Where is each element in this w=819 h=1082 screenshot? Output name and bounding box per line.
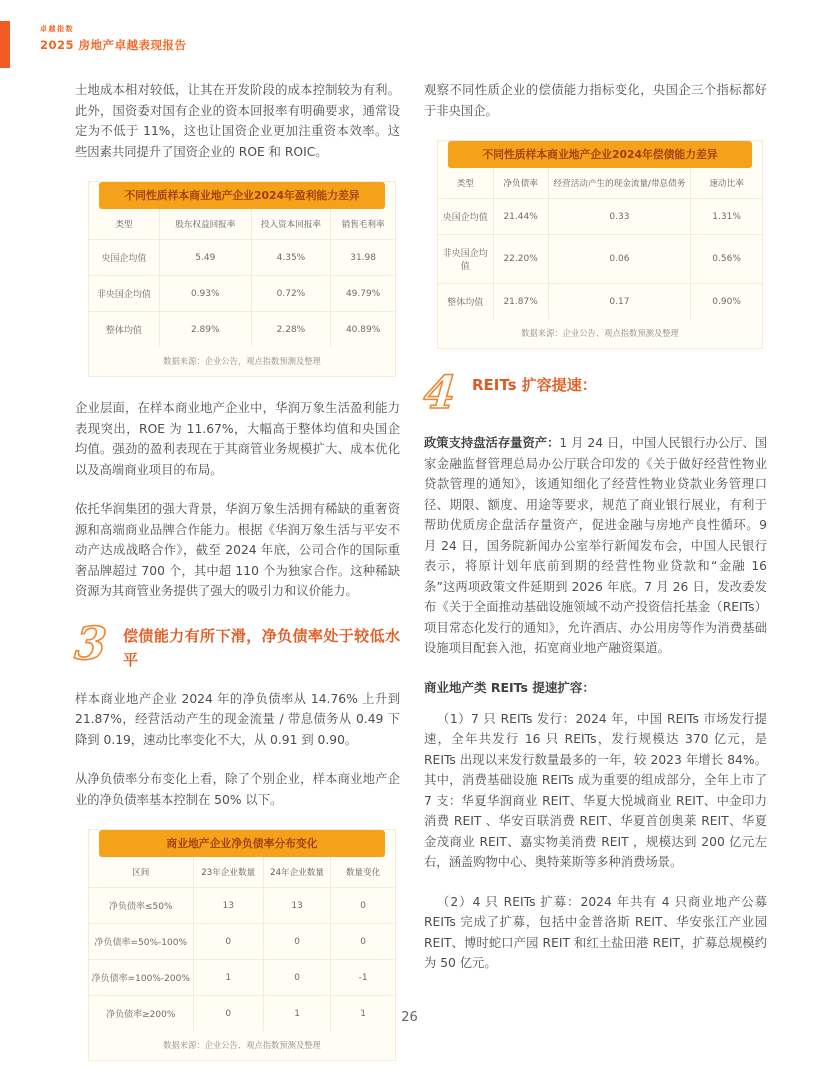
cell: 0.17	[548, 284, 691, 320]
col-header: 净负债率	[493, 168, 548, 199]
cell: 1	[331, 996, 395, 1032]
cell: 21.44%	[493, 199, 548, 235]
table-header-row	[438, 168, 762, 199]
col-header: 股东权益回报率	[159, 209, 251, 240]
cell: 央国企均值	[438, 199, 493, 235]
cell: 0	[193, 924, 263, 960]
col-header: 24年企业数量	[263, 857, 330, 888]
col-header: 数量变化	[331, 857, 395, 888]
table-row	[89, 276, 395, 312]
page-content	[72, 80, 767, 1082]
cell: 2.89%	[159, 312, 251, 348]
table-header-row	[89, 209, 395, 240]
table-title: 商业地产企业净负债率分布变化	[99, 830, 385, 857]
col-header: 速动比率	[691, 168, 762, 199]
cell: 净负债率≤50%	[89, 888, 193, 924]
table-row	[89, 888, 395, 924]
cell: 0	[193, 996, 263, 1032]
cell: 整体均值	[89, 312, 159, 348]
table-row	[438, 284, 762, 320]
brand-small-text: 卓越指数	[40, 25, 74, 33]
cell: 31.98	[331, 240, 395, 276]
brand-logo	[40, 24, 187, 53]
cell: 40.89%	[331, 312, 395, 348]
paragraph: （2）4 只 REITs 扩募：2024 年共有 4 只商业地产公募 REITs 完成了扩募，包括中金普洛斯 REIT、华安张江产业园 REIT、博时蛇口产园 REIT 和红土盐田港 REIT，扩募总规模约为 50 亿元。	[424, 894, 767, 970]
cell: -1	[331, 960, 395, 996]
cell: 5.49	[159, 240, 251, 276]
cell: 0	[263, 924, 330, 960]
subheading: 商业地产类 REITs 提速扩容：	[424, 679, 595, 695]
cell: 1.31%	[691, 199, 762, 235]
cell: 0.06	[548, 235, 691, 284]
col-header: 投入资本回报率	[251, 209, 331, 240]
col-header: 23年企业数量	[193, 857, 263, 888]
right-column	[421, 80, 767, 1082]
solvency-table	[438, 168, 762, 319]
solvency-table-panel	[437, 140, 763, 349]
col-header: 类型	[89, 209, 159, 240]
table-source: 数据来源：企业公告，观点指数预测及整理	[163, 356, 321, 366]
table-row	[89, 312, 395, 348]
table-title: 不同性质样本商业地产企业2024年盈利能力差异	[99, 182, 385, 209]
cell: 1	[193, 960, 263, 996]
cell: 非央国企均值	[89, 276, 159, 312]
paragraph-text: 1 月 24 日，中国人民银行办公厅、国家金融监督管理总局办公厅联合印发的《关于做好经营性物业贷款管理的通知》，该通知细化了经营性物业贷款业务管理口径、期限、额度、用途等要求，规范了商业银行展业，有利于帮助优质房企盘活存量资产，促进金融与房地产良性循环。9 月 24 日，国务院新闻办公室举行新闻发布会，中国人民银行表示，将原计划年底前到期的经营性物业贷款和“金融 16 条”这两项政策文件延期到 2026 年底。7 月 26 日，发改委发布《关于全面推动基础设施领域不动产投资信托基金（REITs）项目常态化发行的通知》，允许酒店、办公用房等作为消费基础设施项目配套入池，拓宽商业地产融资渠道。	[424, 436, 767, 655]
col-header: 区间	[89, 857, 193, 888]
section-number: 3	[72, 616, 109, 670]
cell: 22.20%	[493, 235, 548, 284]
left-column	[72, 80, 400, 1082]
table-row	[89, 240, 395, 276]
cell: 13	[263, 888, 330, 924]
table-header-row	[89, 857, 395, 888]
page-number: 26	[401, 1010, 418, 1025]
paragraph: 观察不同性质企业的偿债能力指标变化，央国企三个指标都好于非央国企。	[424, 83, 767, 118]
section-4-heading	[421, 366, 767, 419]
paragraph: 从净负债率分布变化上看，除了个别企业，样本商业地产企业的净负债率基本控制在 50% 以下。	[75, 772, 400, 807]
table-title: 不同性质样本商业地产企业2024年偿债能力差异	[448, 141, 752, 168]
cell: 49.79%	[331, 276, 395, 312]
table-row	[438, 199, 762, 235]
table-row	[89, 960, 395, 996]
cell: 净负债率=50%-100%	[89, 924, 193, 960]
col-header: 经营活动产生的现金流量/带息债务	[548, 168, 691, 199]
cell: 2.28%	[251, 312, 331, 348]
table-row	[438, 235, 762, 284]
net-debt-distribution-panel	[88, 829, 396, 1061]
paragraph: （1）7 只 REITs 发行：2024 年，中国 REITs 市场发行提速，全年共发行 16 只 REITs，发行规模达 370 亿元，是 REITs 出现以来发行数量最多的一年，较 2023 年增长 84%。其中，消费基础设施 REITs 成为重要的组成部分，全年上市了 7 支：华夏华润商业 REIT、华夏大悦城商业 REIT、中金印力消费 REIT 、华安百联消费 REIT、华夏首创奥莱 REIT、华夏金茂商业 REIT、嘉实物美消费 REIT ，规模达到 200 亿元左右，涵盖购物中心、奥特莱斯等多种消费场景。	[424, 711, 767, 869]
cell: 4.35%	[251, 240, 331, 276]
cell: 0.93%	[159, 276, 251, 312]
cell: 0.56%	[691, 235, 762, 284]
profitability-table	[89, 209, 395, 347]
paragraph: 样本商业地产企业 2024 年的净负债率从 14.76% 上升到 21.87%，经营活动产生的现金流量 / 带息债务从 0.49 下降到 0.19，速动比率变化不大，从 0.91 到 0.90。	[75, 691, 400, 747]
col-header: 销售毛利率	[331, 209, 395, 240]
profitability-table-panel	[88, 181, 396, 377]
paragraph: 企业层面，在样本商业地产企业中，华润万象生活盈利能力表现突出，ROE 为 11.67%，大幅高于整体均值和央国企均值。强劲的盈利表现在于其商管业务规模扩大、成本优化以及高端商业项目的布局。	[75, 401, 400, 477]
cell: 21.87%	[493, 284, 548, 320]
table-source: 数据来源：企业公告、观点指数预测及整理	[521, 328, 679, 338]
cell: 0	[331, 924, 395, 960]
cell: 整体均值	[438, 284, 493, 320]
cell: 0	[331, 888, 395, 924]
cell: 净负债率≥200%	[89, 996, 193, 1032]
cell: 0.33	[548, 199, 691, 235]
cell: 0.90%	[691, 284, 762, 320]
paragraph-lead: 政策支持盘活存量资产：	[424, 436, 560, 450]
net-debt-distribution-table	[89, 857, 395, 1031]
cell: 净负债率=100%-200%	[89, 960, 193, 996]
section-number: 4	[421, 366, 458, 419]
cell: 0	[263, 960, 330, 996]
cell: 13	[193, 888, 263, 924]
table-row	[89, 924, 395, 960]
col-header: 类型	[438, 168, 493, 199]
table-source: 数据来源：企业公告、观点指数预测及整理	[163, 1040, 321, 1050]
cell: 0.72%	[251, 276, 331, 312]
cell: 1	[263, 996, 330, 1032]
cell: 非央国企均值	[438, 235, 493, 284]
cell: 央国企均值	[89, 240, 159, 276]
brand-accent-bar	[0, 21, 10, 68]
paragraph: 土地成本相对较低，让其在开发阶段的成本控制较为有利。此外，国资委对国有企业的资本回报率有明确要求，通常设定为不低于 11%，这也让国资企业更加注重资本效率。这些因素共同提升了国资企业的 ROE 和 ROIC。	[75, 83, 400, 159]
section-3-heading	[72, 616, 400, 672]
paragraph	[424, 433, 767, 659]
report-title: 2025 房地产卓越表现报告	[40, 38, 187, 52]
section-title: 偿债能力有所下滑，净负债率处于较低水平	[123, 626, 400, 669]
paragraph: 依托华润集团的强大背景，华润万象生活拥有稀缺的重奢资源和高端商业品牌合作能力。根据《华润万象生活与平安不动产达成战略合作》，截至 2024 年底，公司合作的国际重奢品牌超过 700 个，其中超 110 个为独家合作。这种稀缺资源为其商管业务提供了强大的吸引力和议价能力。	[75, 502, 400, 598]
section-title: REITs 扩容提速：	[472, 376, 597, 394]
